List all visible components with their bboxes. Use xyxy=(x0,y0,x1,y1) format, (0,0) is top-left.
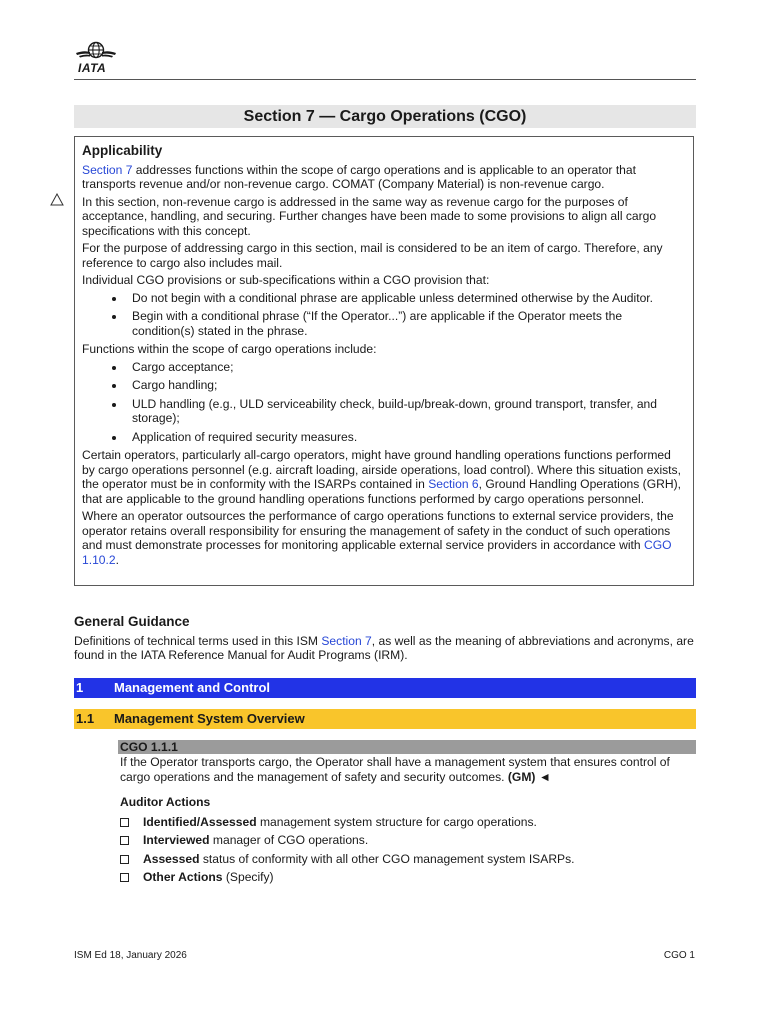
cgo-1-1-1-text: If the Operator transports cargo, the Operator shall have a management system that ensures control of cargo operations and the management of safety and security outcomes. (GM) ◄ xyxy=(120,755,670,784)
applicability-p7: Where an operator outsources the performance of cargo operations functions to external service providers, the operator retains overall responsibility for ensuring the management of safety in the conduct of such operations and must demonstrate processes for monitoring applicable external service providers in accordance with CGO 1.10.2. xyxy=(82,509,674,567)
arrow-marker: ◄ xyxy=(535,769,551,784)
section-7-link[interactable]: Section 7 xyxy=(321,633,372,648)
cgo-1-1-1-heading: CGO 1.1.1 xyxy=(118,740,696,754)
list-item: • ULD handling (e.g., ULD serviceability check, build-up/break-down, ground transport, transfer, and storage); xyxy=(126,397,687,426)
section-7-link[interactable]: Section 7 xyxy=(82,162,133,177)
applicability-p6: Certain operators, particularly all-cargo operators, might have ground handling operations functions performed by cargo operations personnel (e.g. aircraft loading, airside operations, load control). Where this situation exists, the operator must be in conformity with the ISARPs contained in Section 6, Ground Handling Operations (GRH), that are applicable to the ground handling operations functions performed by cargo operations personnel. xyxy=(82,448,681,506)
section-number: 1.1 xyxy=(76,711,95,726)
globe-wings-icon xyxy=(74,40,118,62)
section-1-1-bar xyxy=(74,709,696,729)
list-item: • Begin with a conditional phrase (“If the Operator...”) are applicable if the Operator meets the condition(s) stated in the phrase. xyxy=(126,309,687,338)
change-marker-icon xyxy=(50,193,64,206)
checkbox-icon xyxy=(120,818,129,827)
section-6-link[interactable]: Section 6 xyxy=(428,477,479,491)
auditor-actions-heading: Auditor Actions xyxy=(120,795,211,809)
section-title: Management and Control xyxy=(114,680,271,695)
general-guidance-heading: General Guidance xyxy=(74,614,190,629)
general-guidance-text: Definitions of technical terms used in this ISM Section 7, as well as the meaning of abbreviations and acronyms, are found in the IATA Reference Manual for Audit Programs (IRM). xyxy=(74,633,694,662)
list-item: • Application of required security measures. xyxy=(126,430,687,445)
auditor-action-item: Other Actions (Specify) xyxy=(120,870,696,889)
general-guidance xyxy=(74,615,696,663)
applicability-p1: Section 7 addresses functions within the scope of cargo operations and is applicable to an operator that transports revenue and/or non-revenue cargo. COMAT (Company Material) is non-revenue cargo. xyxy=(82,162,636,191)
footer-edition: ISM Ed 18, January 2026 xyxy=(74,950,187,961)
cgo-1-10-2-link[interactable]: CGO 1.10.2 xyxy=(82,538,672,567)
auditor-action-item: Identified/Assessed management system structure for cargo operations. xyxy=(120,815,696,834)
functions-list xyxy=(82,360,687,445)
provision-list xyxy=(82,291,687,339)
applicability-p4: Individual CGO provisions or sub-specifications within a CGO provision that: xyxy=(82,273,490,287)
section-1-bar xyxy=(74,678,696,698)
auditor-action-item: Assessed status of conformity with all other CGO management system ISARPs. xyxy=(120,852,696,871)
gm-marker: (GM) xyxy=(507,769,536,784)
section-title: Management System Overview xyxy=(114,711,305,726)
checkbox-icon xyxy=(120,855,129,864)
applicability-p3: For the purpose of addressing cargo in this section, mail is considered to be an item of cargo. Therefore, any reference to cargo also includes mail. xyxy=(82,241,663,270)
iata-logo xyxy=(74,40,124,76)
applicability-box xyxy=(74,136,694,586)
checkbox-icon xyxy=(120,836,129,845)
checkbox-icon xyxy=(120,873,129,882)
auditor-action-item: Interviewed manager of CGO operations. xyxy=(120,833,696,852)
auditor-actions xyxy=(120,795,696,889)
list-item: • Cargo handling; xyxy=(126,378,687,393)
section-number: 1 xyxy=(76,680,84,695)
list-item: • Do not begin with a conditional phrase are applicable unless determined otherwise by the Auditor. xyxy=(126,291,687,306)
applicability-p2: In this section, non-revenue cargo is addressed in the same way as revenue cargo for the purposes of acceptance, handling, and securing. Further changes have been made to some provisions to align all cargo specifications with this concept. xyxy=(82,194,657,238)
page-title: Section 7 — Cargo Operations (CGO) xyxy=(74,105,696,128)
header-rule xyxy=(74,79,696,80)
applicability-p5: Functions within the scope of cargo operations include: xyxy=(82,342,377,356)
footer-page-number: CGO 1 xyxy=(663,950,695,961)
logo-text: IATA xyxy=(78,61,107,75)
list-item: • Cargo acceptance; xyxy=(126,360,687,375)
applicability-heading: Applicability xyxy=(82,143,163,158)
